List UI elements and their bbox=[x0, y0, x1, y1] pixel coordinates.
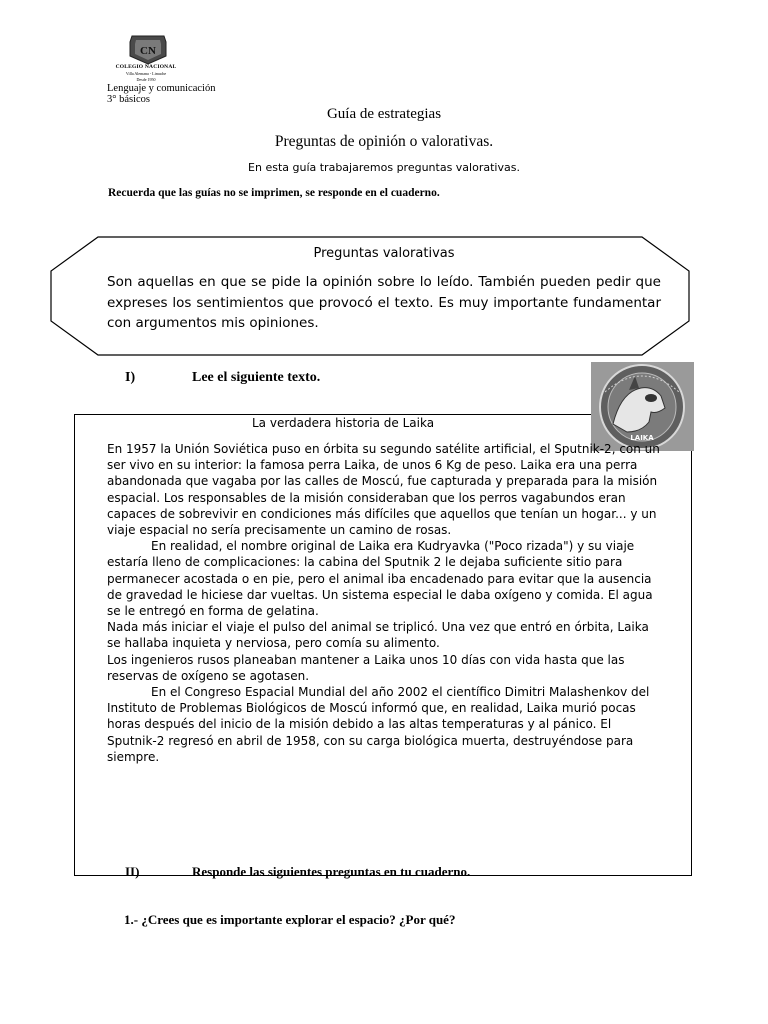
subject-label: Lenguaje y comunicación bbox=[107, 83, 216, 94]
reading-body bbox=[107, 441, 663, 765]
reading-paragraph: Nada más iniciar el viaje el pulso del animal se triplicó. Una vez que entró en órbita, Laika se hallaba inquieta y nerviosa, pero comía su alimento. bbox=[107, 620, 649, 651]
reminder-note: Recuerda que las guías no se imprimen, se responde en el cuaderno. bbox=[108, 187, 440, 199]
guide-title: Guía de estrategias bbox=[326, 106, 442, 122]
grade-label: 3° básicos bbox=[107, 94, 150, 105]
school-name: COLEGIO NACIONAL bbox=[115, 64, 177, 70]
badge-label: LAIKA bbox=[630, 434, 654, 442]
reading-title: La verdadera historia de Laika bbox=[252, 416, 435, 430]
guide-intro: En esta guía trabajaremos preguntas valorativas. bbox=[248, 161, 520, 174]
reading-paragraph: En realidad, el nombre original de Laika era Kudryavka ("Poco rizada") y su viaje estaría lleno de complicaciones: la cabina del Sputnik 2 le dejaba suficiente sitio para permanecer acostada o en pie, pero el animal iba encadenado para evitar que la ausencia de gravedad le hiciese dar vueltas. Un sistema especial le daba oxígeno y comida. El agua se le entregó en forma de gelatina. bbox=[107, 539, 653, 619]
definition-box-text: Son aquellas en que se pide la opinión sobre lo leído. También pueden pedir que expreses los sentimientos que provocó el texto. Es muy importante fundamentar con argumentos mis opiniones. bbox=[107, 274, 661, 331]
section-1-instruction: Lee el siguiente texto. bbox=[192, 370, 321, 385]
section-2-instruction: Responde las siguientes preguntas en tu cuaderno. bbox=[192, 864, 471, 879]
school-location: Villa Alemana - Limache bbox=[125, 71, 167, 76]
svg-text:CN: CN bbox=[140, 45, 156, 57]
section-2-number: II) bbox=[125, 864, 140, 879]
question-item: 1.- ¿Crees que es importante explorar el espacio? ¿Por qué? bbox=[124, 912, 456, 927]
school-since: Desde 1950 bbox=[136, 77, 156, 82]
reading-paragraph: Los ingenieros rusos planeaban mantener a Laika unos 10 días con vida hasta que las reservas de oxígeno se agotasen. bbox=[107, 652, 625, 683]
guide-subtitle: Preguntas de opinión o valorativas. bbox=[274, 133, 494, 150]
laika-mission-badge bbox=[591, 362, 694, 451]
definition-box-title: Preguntas valorativas bbox=[313, 246, 455, 261]
section-1-number: I) bbox=[125, 370, 136, 385]
reading-paragraph: En 1957 la Unión Soviética puso en órbita su segundo satélite artificial, el Sputnik-2, con un ser vivo en su interior: la famosa perra Laika, de unos 6 Kg de peso. Laika era una perra abandonada que vagaba por las calles de Moscú, fue capturada y preparada para la misión espacial. Los responsables de la misión consideraban que los perros vagabundos eran capaces de sobrevivir en condiciones más difíciles que aquellos que tenían un hogar... y un viaje espacial no sería precisamente un camino de rosas. bbox=[107, 442, 660, 538]
reading-paragraph: En el Congreso Espacial Mundial del año 2002 el científico Dimitri Malashenkov del Instituto de Problemas Biológicos de Moscú informó que, en realidad, Laika murió pocas horas después del inicio de la misión debido a las altas temperaturas y al pánico. El Sputnik-2 regresó en abril de 1958, con su carga biológica muerta, destruyéndose para siempre. bbox=[107, 685, 650, 764]
